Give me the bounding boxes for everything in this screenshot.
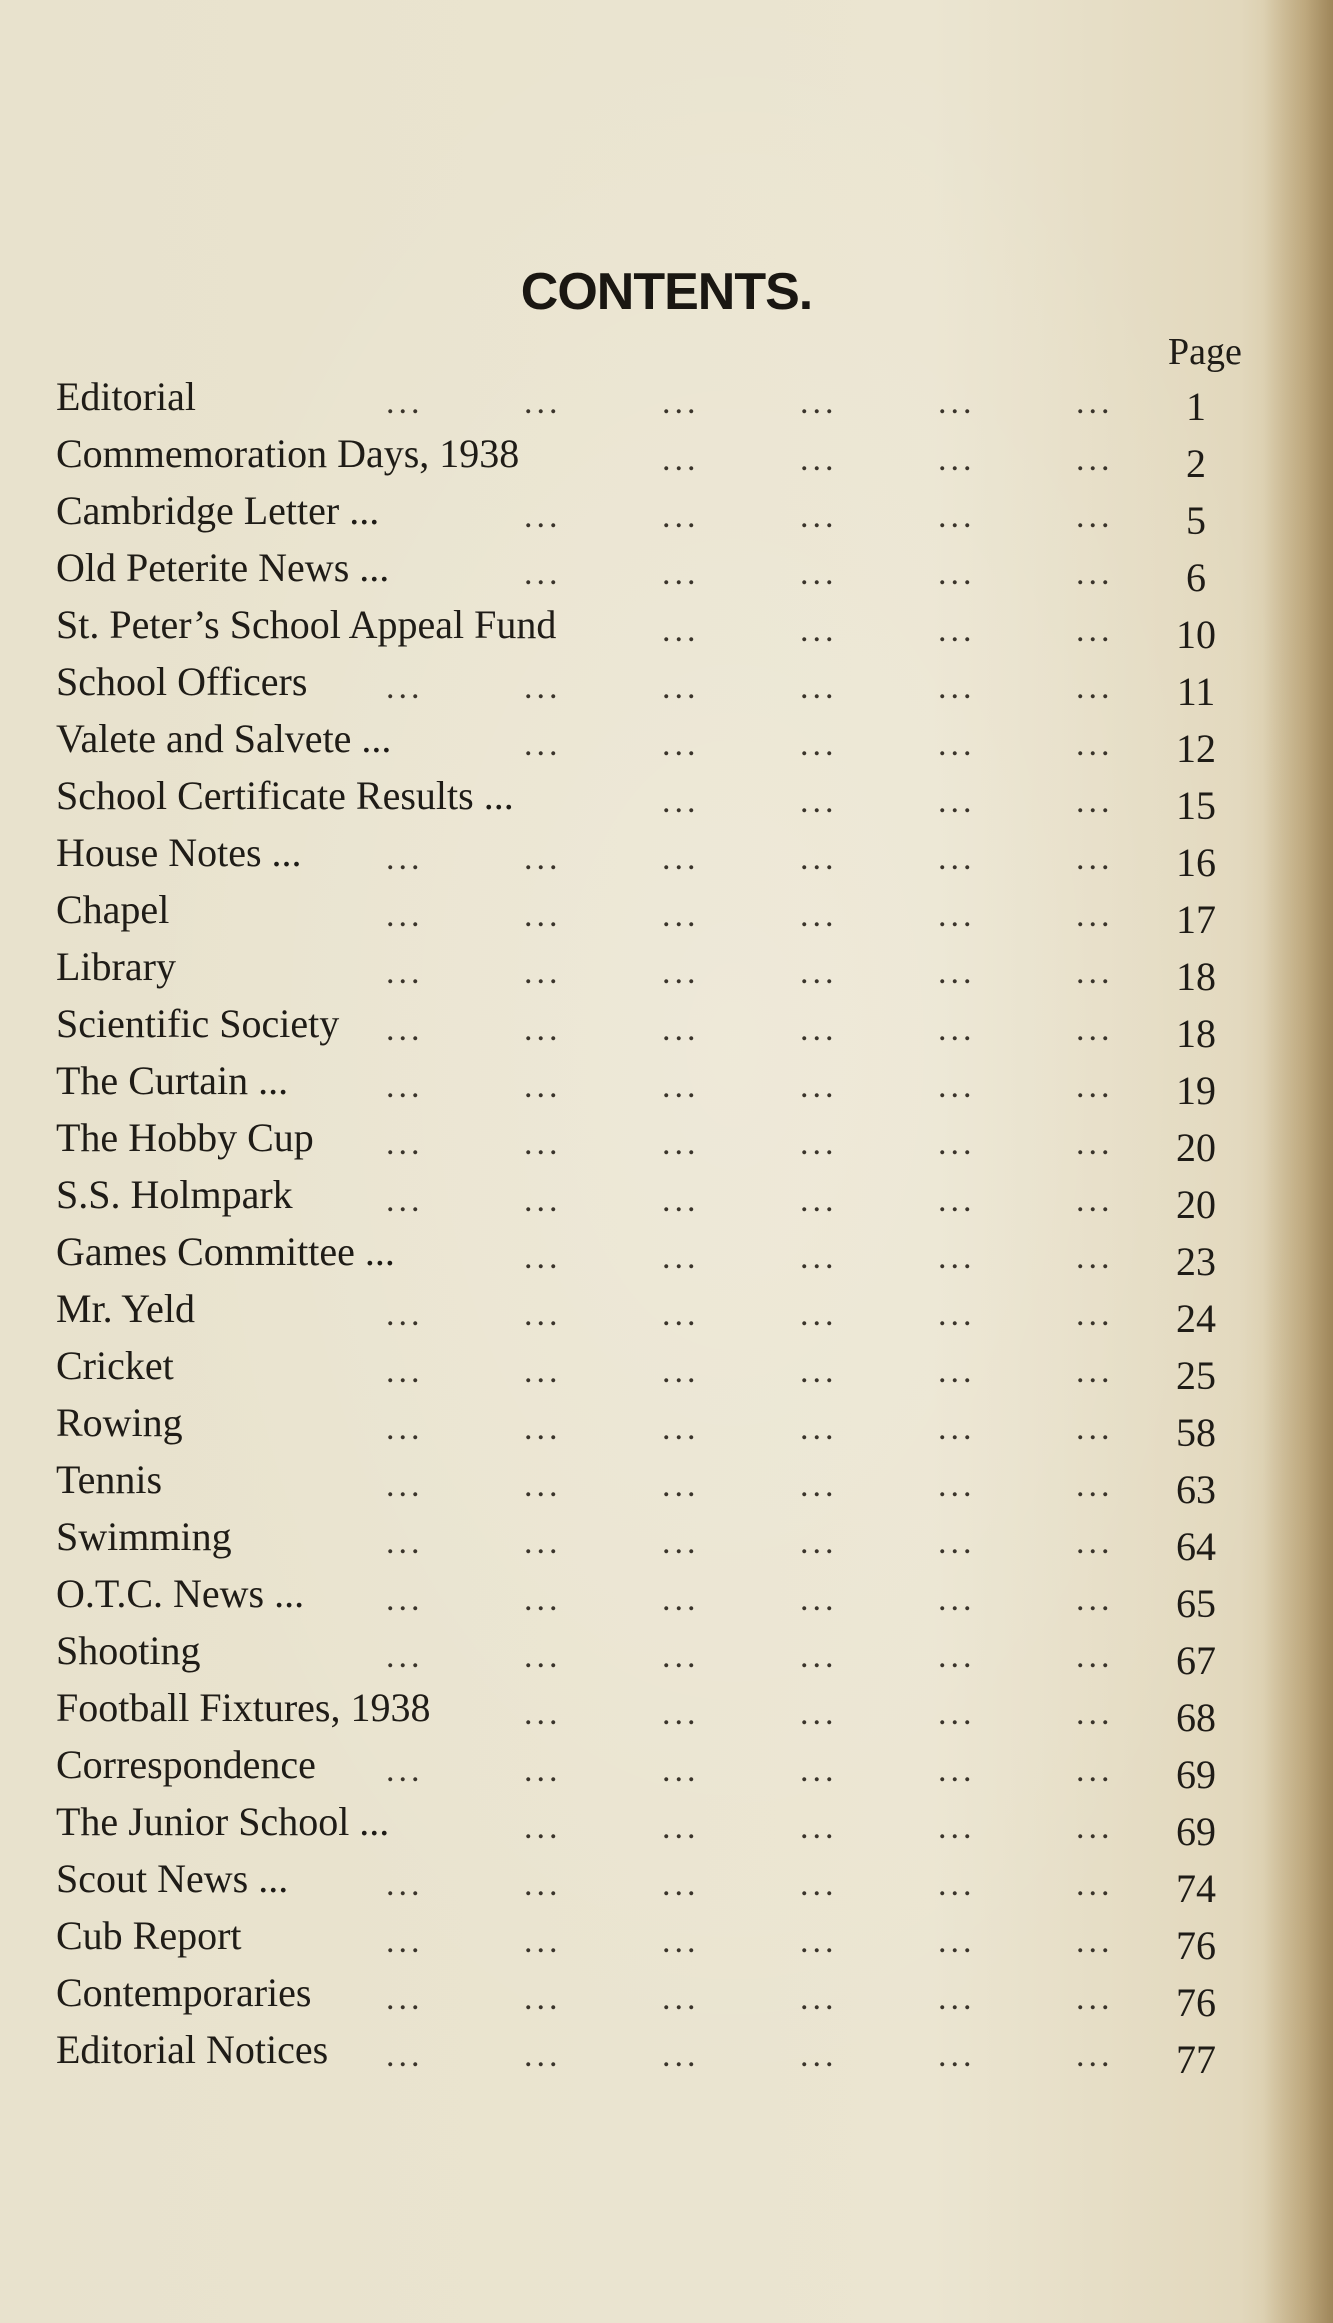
leader-dots: ... <box>1076 1467 1114 1504</box>
leader-dots: ... <box>800 384 838 421</box>
entry-title: Cub Report <box>56 1913 242 1958</box>
leader-dots: ... <box>938 1011 976 1048</box>
leader-dots: ... <box>524 1353 562 1390</box>
page-title: CONTENTS. <box>520 263 813 321</box>
leader-dots: ... <box>800 1923 838 1960</box>
leader-dots: ... <box>800 441 838 478</box>
contents-entry <box>56 1622 1236 1683</box>
contents-entry <box>56 425 1236 486</box>
leader-dots: ... <box>800 1638 838 1675</box>
leader-dots: ... <box>662 1980 700 2017</box>
leader-dots: ... <box>800 840 838 877</box>
contents-entry <box>56 1109 1236 1170</box>
leader-dots: ... <box>1076 555 1114 592</box>
leader-dots: ... <box>662 555 700 592</box>
contents-entry <box>56 1793 1236 1854</box>
entry-page-number: 2 <box>1186 441 1206 486</box>
entry-title: Contemporaries <box>56 1970 312 2015</box>
leader-dots: ... <box>386 840 424 877</box>
leader-dots: ... <box>662 612 700 649</box>
leader-dots: ... <box>1076 1296 1114 1333</box>
leader-dots: ... <box>524 1296 562 1333</box>
contents-entry <box>56 767 1236 828</box>
leader-dots: ... <box>938 2037 976 2074</box>
contents-entry <box>56 1679 1236 1740</box>
entry-title: Tennis <box>56 1457 163 1502</box>
leader-dots: ... <box>386 1011 424 1048</box>
leader-dots: ... <box>662 498 700 535</box>
dot-leader <box>326 488 1126 545</box>
entry-page-number: 58 <box>1176 1410 1216 1455</box>
page-column-label: Page <box>1168 331 1242 373</box>
entry-title: School Officers <box>56 659 308 704</box>
leader-dots: ... <box>800 612 838 649</box>
leader-dots: ... <box>386 1296 424 1333</box>
contents-entry <box>56 653 1236 714</box>
dot-leader <box>326 1799 1126 1856</box>
leader-dots: ... <box>386 1182 424 1219</box>
leader-dots: ... <box>524 1239 562 1276</box>
entry-page-number: 5 <box>1186 498 1206 543</box>
leader-dots: ... <box>662 441 700 478</box>
entry-title: Commemoration Days, 1938 <box>56 431 520 476</box>
entry-title: The Curtain ... <box>56 1058 289 1103</box>
leader-dots: ... <box>1076 384 1114 421</box>
leader-dots: ... <box>524 1752 562 1789</box>
page-edge-shadow <box>1263 0 1333 2323</box>
leader-dots: ... <box>800 1695 838 1732</box>
contents-entry <box>56 938 1236 999</box>
leader-dots: ... <box>386 1866 424 1903</box>
dot-leader <box>326 1685 1126 1742</box>
leader-dots: ... <box>662 1524 700 1561</box>
leader-dots: ... <box>938 726 976 763</box>
leader-dots: ... <box>662 954 700 991</box>
leader-dots: ... <box>662 726 700 763</box>
contents-entry <box>56 1280 1236 1341</box>
leader-dots: ... <box>800 783 838 820</box>
leader-dots: ... <box>938 384 976 421</box>
leader-dots: ... <box>938 1125 976 1162</box>
leader-dots: ... <box>524 840 562 877</box>
leader-dots: ... <box>1076 1239 1114 1276</box>
leader-dots: ... <box>938 1695 976 1732</box>
contents-entry <box>56 1394 1236 1455</box>
leader-dots: ... <box>800 897 838 934</box>
entry-title: Scout News ... <box>56 1856 289 1901</box>
contents-entry <box>56 1565 1236 1626</box>
dot-leader <box>326 887 1126 944</box>
leader-dots: ... <box>662 2037 700 2074</box>
leader-dots: ... <box>386 1752 424 1789</box>
dot-leader <box>326 602 1126 659</box>
entry-page-number: 18 <box>1176 954 1216 999</box>
entry-title: St. Peter’s School Appeal Fund <box>56 602 557 647</box>
leader-dots: ... <box>386 1581 424 1618</box>
leader-dots: ... <box>938 783 976 820</box>
leader-dots: ... <box>524 726 562 763</box>
dot-leader <box>326 773 1126 830</box>
dot-leader <box>326 1001 1126 1058</box>
entry-page-number: 65 <box>1176 1581 1216 1626</box>
leader-dots: ... <box>938 897 976 934</box>
entry-title: Cambridge Letter ... <box>56 488 380 533</box>
contents-entry <box>56 710 1236 771</box>
leader-dots: ... <box>1076 840 1114 877</box>
dot-leader <box>326 1742 1126 1799</box>
leader-dots: ... <box>1076 1980 1114 2017</box>
leader-dots: ... <box>524 1524 562 1561</box>
leader-dots: ... <box>386 669 424 706</box>
entry-page-number: 16 <box>1176 840 1216 885</box>
entry-title: Mr. Yeld <box>56 1286 195 1331</box>
dot-leader <box>326 1628 1126 1685</box>
leader-dots: ... <box>524 1125 562 1162</box>
contents-entry <box>56 2021 1236 2082</box>
entry-page-number: 19 <box>1176 1068 1216 1113</box>
contents-entry <box>56 1223 1236 1284</box>
entry-title: The Hobby Cup <box>56 1115 314 1160</box>
leader-dots: ... <box>938 612 976 649</box>
leader-dots: ... <box>524 1695 562 1732</box>
leader-dots: ... <box>800 1866 838 1903</box>
leader-dots: ... <box>524 1638 562 1675</box>
leader-dots: ... <box>386 1923 424 1960</box>
entry-page-number: 63 <box>1176 1467 1216 1512</box>
leader-dots: ... <box>1076 498 1114 535</box>
dot-leader <box>326 1457 1126 1514</box>
entry-title: The Junior School ... <box>56 1799 390 1844</box>
dot-leader <box>326 1856 1126 1913</box>
leader-dots: ... <box>662 384 700 421</box>
leader-dots: ... <box>1076 441 1114 478</box>
leader-dots: ... <box>800 1752 838 1789</box>
entry-title: Rowing <box>56 1400 183 1445</box>
leader-dots: ... <box>386 384 424 421</box>
entry-page-number: 17 <box>1176 897 1216 942</box>
contents-entry <box>56 368 1236 429</box>
leader-dots: ... <box>1076 1809 1114 1846</box>
leader-dots: ... <box>800 2037 838 2074</box>
leader-dots: ... <box>524 897 562 934</box>
leader-dots: ... <box>524 1068 562 1105</box>
contents-entry <box>56 1736 1236 1797</box>
leader-dots: ... <box>938 1866 976 1903</box>
leader-dots: ... <box>800 669 838 706</box>
leader-dots: ... <box>1076 1011 1114 1048</box>
leader-dots: ... <box>386 897 424 934</box>
leader-dots: ... <box>524 1809 562 1846</box>
entry-title: School Certificate Results ... <box>56 773 514 818</box>
leader-dots: ... <box>662 669 700 706</box>
entry-page-number: 76 <box>1176 1923 1216 1968</box>
leader-dots: ... <box>524 1866 562 1903</box>
leader-dots: ... <box>524 1467 562 1504</box>
leader-dots: ... <box>1076 669 1114 706</box>
entry-page-number: 1 <box>1186 384 1206 429</box>
dot-leader <box>326 1913 1126 1970</box>
dot-leader <box>326 944 1126 1001</box>
leader-dots: ... <box>386 1638 424 1675</box>
leader-dots: ... <box>662 1809 700 1846</box>
entry-page-number: 12 <box>1176 726 1216 771</box>
leader-dots: ... <box>662 1638 700 1675</box>
entry-title: Old Peterite News ... <box>56 545 390 590</box>
leader-dots: ... <box>800 1011 838 1048</box>
entry-page-number: 64 <box>1176 1524 1216 1569</box>
leader-dots: ... <box>662 1182 700 1219</box>
leader-dots: ... <box>524 1980 562 2017</box>
leader-dots: ... <box>800 1581 838 1618</box>
leader-dots: ... <box>1076 1923 1114 1960</box>
entry-page-number: 15 <box>1176 783 1216 828</box>
leader-dots: ... <box>938 1410 976 1447</box>
leader-dots: ... <box>524 954 562 991</box>
leader-dots: ... <box>938 555 976 592</box>
leader-dots: ... <box>662 897 700 934</box>
entry-title: Shooting <box>56 1628 201 1673</box>
contents-entry <box>56 1052 1236 1113</box>
contents-entry <box>56 1508 1236 1569</box>
leader-dots: ... <box>662 1581 700 1618</box>
leader-dots: ... <box>1076 612 1114 649</box>
leader-dots: ... <box>524 498 562 535</box>
leader-dots: ... <box>386 1125 424 1162</box>
dot-leader <box>326 1172 1126 1229</box>
leader-dots: ... <box>386 1068 424 1105</box>
entry-title: Football Fixtures, 1938 <box>56 1685 431 1730</box>
leader-dots: ... <box>386 1467 424 1504</box>
leader-dots: ... <box>938 1980 976 2017</box>
entry-page-number: 74 <box>1176 1866 1216 1911</box>
contents-entry <box>56 995 1236 1056</box>
leader-dots: ... <box>1076 1068 1114 1105</box>
dot-leader <box>326 1115 1126 1172</box>
leader-dots: ... <box>1076 897 1114 934</box>
contents-entry <box>56 596 1236 657</box>
leader-dots: ... <box>662 1410 700 1447</box>
entry-page-number: 76 <box>1176 1980 1216 2025</box>
dot-leader <box>326 2027 1126 2084</box>
leader-dots: ... <box>662 1296 700 1333</box>
contents-entry <box>56 881 1236 942</box>
contents-entry <box>56 824 1236 885</box>
contents-entry <box>56 482 1236 543</box>
leader-dots: ... <box>386 2037 424 2074</box>
leader-dots: ... <box>938 1068 976 1105</box>
dot-leader <box>326 374 1126 431</box>
dot-leader <box>326 1571 1126 1628</box>
leader-dots: ... <box>800 1353 838 1390</box>
leader-dots: ... <box>524 555 562 592</box>
leader-dots: ... <box>938 1923 976 1960</box>
leader-dots: ... <box>1076 726 1114 763</box>
entry-title: Library <box>56 944 176 989</box>
leader-dots: ... <box>662 1695 700 1732</box>
entry-title: Editorial <box>56 374 196 419</box>
entry-page-number: 68 <box>1176 1695 1216 1740</box>
leader-dots: ... <box>800 1296 838 1333</box>
entry-page-number: 20 <box>1176 1125 1216 1170</box>
leader-dots: ... <box>800 1980 838 2017</box>
leader-dots: ... <box>1076 2037 1114 2074</box>
entry-page-number: 69 <box>1176 1809 1216 1854</box>
dot-leader <box>326 1970 1126 2027</box>
leader-dots: ... <box>662 783 700 820</box>
entry-page-number: 67 <box>1176 1638 1216 1683</box>
leader-dots: ... <box>800 555 838 592</box>
leader-dots: ... <box>1076 954 1114 991</box>
entry-title: Cricket <box>56 1343 174 1388</box>
leader-dots: ... <box>662 1752 700 1789</box>
leader-dots: ... <box>1076 1353 1114 1390</box>
leader-dots: ... <box>1076 1524 1114 1561</box>
dot-leader <box>326 1514 1126 1571</box>
leader-dots: ... <box>386 1980 424 2017</box>
contents-entry <box>56 1964 1236 2025</box>
leader-dots: ... <box>1076 1695 1114 1732</box>
leader-dots: ... <box>1076 1866 1114 1903</box>
dot-leader <box>326 1286 1126 1343</box>
leader-dots: ... <box>524 384 562 421</box>
leader-dots: ... <box>800 1410 838 1447</box>
leader-dots: ... <box>938 1296 976 1333</box>
entry-title: S.S. Holmpark <box>56 1172 293 1217</box>
leader-dots: ... <box>938 954 976 991</box>
leader-dots: ... <box>524 2037 562 2074</box>
leader-dots: ... <box>386 1353 424 1390</box>
leader-dots: ... <box>524 1182 562 1219</box>
dot-leader <box>326 716 1126 773</box>
leader-dots: ... <box>524 1581 562 1618</box>
dot-leader <box>326 1058 1126 1115</box>
leader-dots: ... <box>938 1239 976 1276</box>
dot-leader <box>326 545 1126 602</box>
dot-leader <box>326 659 1126 716</box>
leader-dots: ... <box>524 1923 562 1960</box>
contents-entry <box>56 1337 1236 1398</box>
entry-title: Swimming <box>56 1514 232 1559</box>
leader-dots: ... <box>662 1467 700 1504</box>
leader-dots: ... <box>662 1125 700 1162</box>
leader-dots: ... <box>1076 1581 1114 1618</box>
leader-dots: ... <box>800 1068 838 1105</box>
entry-title: Games Committee ... <box>56 1229 395 1274</box>
contents-list <box>56 368 1236 2082</box>
leader-dots: ... <box>386 1410 424 1447</box>
entry-title: Scientific Society <box>56 1001 340 1046</box>
dot-leader <box>326 431 1126 488</box>
entry-title: O.T.C. News ... <box>56 1571 305 1616</box>
leader-dots: ... <box>1076 1410 1114 1447</box>
leader-dots: ... <box>800 1467 838 1504</box>
leader-dots: ... <box>938 498 976 535</box>
leader-dots: ... <box>800 1809 838 1846</box>
leader-dots: ... <box>1076 1638 1114 1675</box>
entry-page-number: 18 <box>1176 1011 1216 1056</box>
entry-title: Editorial Notices <box>56 2027 329 2072</box>
leader-dots: ... <box>662 840 700 877</box>
leader-dots: ... <box>1076 1125 1114 1162</box>
entry-page-number: 77 <box>1176 2037 1216 2082</box>
contents-entry <box>56 1451 1236 1512</box>
entry-page-number: 69 <box>1176 1752 1216 1797</box>
contents-entry <box>56 1166 1236 1227</box>
leader-dots: ... <box>662 1239 700 1276</box>
entry-title: Valete and Salvete ... <box>56 716 392 761</box>
leader-dots: ... <box>938 1752 976 1789</box>
leader-dots: ... <box>662 1353 700 1390</box>
leader-dots: ... <box>938 1638 976 1675</box>
leader-dots: ... <box>938 669 976 706</box>
leader-dots: ... <box>1076 783 1114 820</box>
leader-dots: ... <box>662 1923 700 1960</box>
dot-leader <box>326 1343 1126 1400</box>
leader-dots: ... <box>938 1581 976 1618</box>
leader-dots: ... <box>800 1239 838 1276</box>
leader-dots: ... <box>386 1524 424 1561</box>
leader-dots: ... <box>938 1182 976 1219</box>
entry-title: House Notes ... <box>56 830 302 875</box>
leader-dots: ... <box>938 1467 976 1504</box>
leader-dots: ... <box>938 1809 976 1846</box>
leader-dots: ... <box>938 1353 976 1390</box>
leader-dots: ... <box>662 1011 700 1048</box>
entry-page-number: 25 <box>1176 1353 1216 1398</box>
leader-dots: ... <box>524 669 562 706</box>
leader-dots: ... <box>1076 1182 1114 1219</box>
contents-entry <box>56 1850 1236 1911</box>
leader-dots: ... <box>800 1125 838 1162</box>
dot-leader <box>326 1229 1126 1286</box>
dot-leader <box>326 830 1126 887</box>
entry-page-number: 10 <box>1176 612 1216 657</box>
entry-title: Correspondence <box>56 1742 316 1787</box>
entry-page-number: 6 <box>1186 555 1206 600</box>
entry-page-number: 11 <box>1176 669 1216 714</box>
leader-dots: ... <box>800 726 838 763</box>
contents-entry <box>56 539 1236 600</box>
contents-entry <box>56 1907 1236 1968</box>
leader-dots: ... <box>386 954 424 991</box>
leader-dots: ... <box>662 1866 700 1903</box>
leader-dots: ... <box>938 1524 976 1561</box>
entry-page-number: 20 <box>1176 1182 1216 1227</box>
leader-dots: ... <box>800 498 838 535</box>
leader-dots: ... <box>800 1182 838 1219</box>
entry-page-number: 24 <box>1176 1296 1216 1341</box>
entry-title: Chapel <box>56 887 170 932</box>
leader-dots: ... <box>800 1524 838 1561</box>
leader-dots: ... <box>800 954 838 991</box>
entry-page-number: 23 <box>1176 1239 1216 1284</box>
leader-dots: ... <box>938 441 976 478</box>
leader-dots: ... <box>1076 1752 1114 1789</box>
leader-dots: ... <box>524 1410 562 1447</box>
leader-dots: ... <box>938 840 976 877</box>
dot-leader <box>326 1400 1126 1457</box>
leader-dots: ... <box>662 1068 700 1105</box>
leader-dots: ... <box>524 1011 562 1048</box>
